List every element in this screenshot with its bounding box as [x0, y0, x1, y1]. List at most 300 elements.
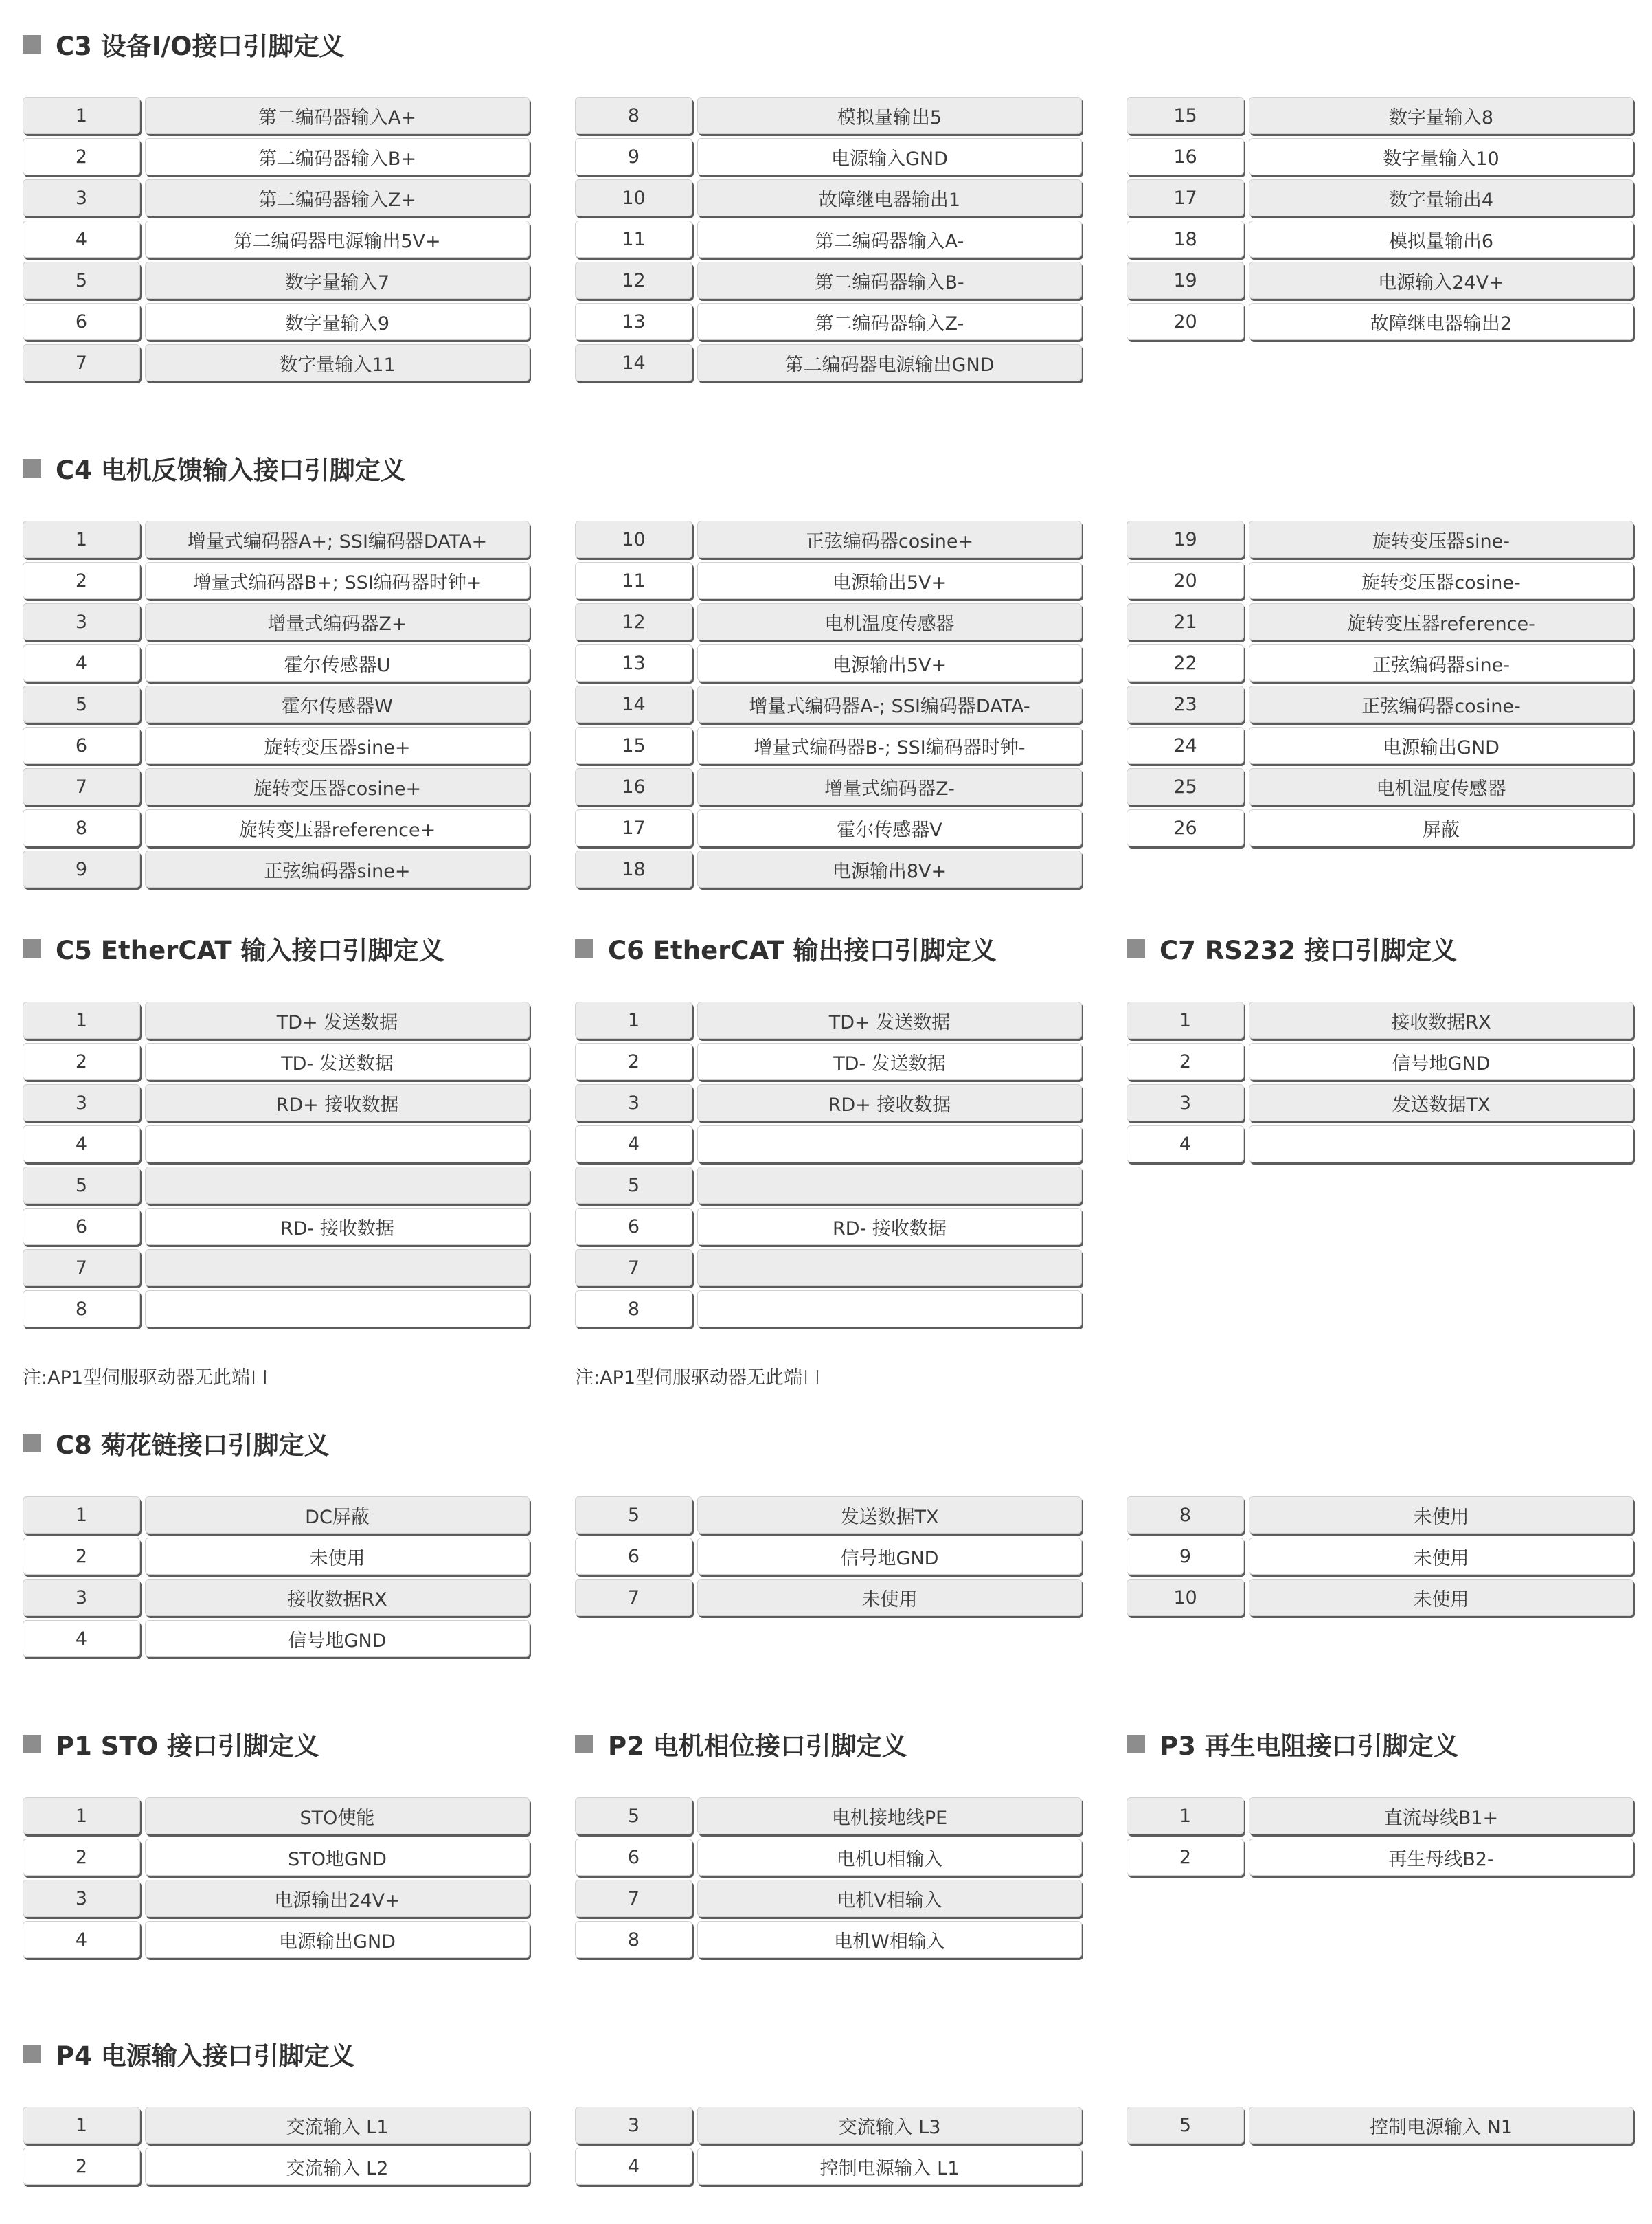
pin-number: 8: [23, 1290, 140, 1327]
pin-number: 21: [1127, 603, 1244, 640]
pin-number: 1: [1127, 1002, 1244, 1039]
pin-number: 14: [575, 344, 692, 381]
table-row: [23, 1921, 530, 1958]
pin-number: 13: [575, 303, 692, 340]
bullet-square-icon: [23, 1434, 41, 1452]
table-row: [575, 1538, 1082, 1575]
table-row: [575, 644, 1082, 682]
pin-number: 7: [575, 1249, 692, 1286]
pin-table-p4-col3: [1127, 2107, 1633, 2148]
table-row: [23, 644, 530, 682]
pin-function: 交流输入 L3: [697, 2107, 1082, 2144]
pin-function: TD+ 发送数据: [145, 1002, 530, 1039]
table-row: [23, 1797, 530, 1834]
pin-function: 电源输出GND: [145, 1921, 530, 1958]
pin-function: [145, 1249, 530, 1286]
table-row: [23, 2107, 530, 2144]
table-row: [23, 262, 530, 299]
pin-number: 3: [23, 1579, 140, 1616]
pin-table-c3-col1: [23, 97, 530, 385]
pin-number: 25: [1127, 768, 1244, 805]
table-row: [1127, 97, 1633, 134]
pin-number: 5: [575, 1496, 692, 1534]
pin-table-c8-col3: [1127, 1496, 1633, 1620]
pin-function: 电机V相输入: [697, 1880, 1082, 1917]
pin-number: 4: [23, 1921, 140, 1958]
pin-number: 3: [23, 603, 140, 640]
table-row: [23, 1084, 530, 1121]
pin-number: 19: [1127, 262, 1244, 299]
pin-function: 电源输出5V+: [697, 644, 1082, 682]
table-row: [1127, 1496, 1633, 1534]
pin-number: 1: [23, 2107, 140, 2144]
pin-function: [697, 1290, 1082, 1327]
table-row: [1127, 686, 1633, 723]
pin-function: 数字量输入11: [145, 344, 530, 381]
pin-function: 第二编码器输入B-: [697, 262, 1082, 299]
pin-function: 屏蔽: [1249, 809, 1633, 846]
pin-function: 电源输出5V+: [697, 562, 1082, 599]
pin-number: 6: [575, 1839, 692, 1876]
bullet-square-icon: [23, 459, 41, 478]
table-row: [1127, 138, 1633, 175]
section-title-c5: [23, 930, 444, 967]
pin-number: 17: [575, 809, 692, 846]
table-row: [575, 262, 1082, 299]
pin-number: 2: [1127, 1839, 1244, 1876]
pin-function: 旋转变压器cosine-: [1249, 562, 1633, 599]
table-row: [575, 521, 1082, 558]
table-row: [575, 1002, 1082, 1039]
section-title-text: P1 STO 接口引脚定义: [56, 1731, 319, 1761]
pin-number: 5: [575, 1797, 692, 1834]
table-row: [575, 138, 1082, 175]
pin-number: 10: [575, 521, 692, 558]
pin-number: 9: [1127, 1538, 1244, 1575]
pin-number: 10: [575, 179, 692, 216]
pin-number: 4: [23, 1125, 140, 1162]
pin-number: 6: [575, 1538, 692, 1575]
pin-table-p1: [23, 1797, 530, 1962]
pin-number: 7: [575, 1880, 692, 1917]
table-row: [1127, 603, 1633, 640]
pin-number: 1: [575, 1002, 692, 1039]
pin-function: 交流输入 L2: [145, 2148, 530, 2185]
pin-function: 正弦编码器sine+: [145, 851, 530, 888]
pin-function: 霍尔传感器W: [145, 686, 530, 723]
pin-number: 11: [575, 221, 692, 258]
pin-table-c3-col3: [1127, 97, 1633, 344]
pin-number: 18: [1127, 221, 1244, 258]
table-row: [1127, 1125, 1633, 1162]
pin-number: 3: [1127, 1084, 1244, 1121]
pin-function: TD- 发送数据: [145, 1043, 530, 1080]
pin-number: 19: [1127, 521, 1244, 558]
pin-function: 电机接地线PE: [697, 1797, 1082, 1834]
table-row: [575, 1880, 1082, 1917]
pin-number: 2: [23, 138, 140, 175]
pin-number: 2: [23, 562, 140, 599]
pin-function: TD+ 发送数据: [697, 1002, 1082, 1039]
pin-function: 发送数据TX: [1249, 1084, 1633, 1121]
pin-function: 电机温度传感器: [697, 603, 1082, 640]
pin-function: 霍尔传感器U: [145, 644, 530, 682]
pin-number: 26: [1127, 809, 1244, 846]
table-row: [23, 1880, 530, 1917]
pin-function: RD- 接收数据: [145, 1208, 530, 1245]
pin-number: 5: [1127, 2107, 1244, 2144]
pin-function: 数字量输入8: [1249, 97, 1633, 134]
table-row: [23, 1249, 530, 1286]
table-row: [575, 809, 1082, 846]
pin-table-c8-col2: [575, 1496, 1082, 1620]
pin-number: 6: [23, 303, 140, 340]
table-row: [1127, 179, 1633, 216]
table-row: [23, 1167, 530, 1204]
pin-number: 9: [23, 851, 140, 888]
pin-number: 3: [575, 2107, 692, 2144]
pin-number: 1: [23, 521, 140, 558]
pin-number: 8: [575, 1921, 692, 1958]
pin-number: 24: [1127, 727, 1244, 764]
pin-number: 6: [23, 727, 140, 764]
pin-table-c7: [1127, 1002, 1633, 1167]
pin-number: 7: [23, 1249, 140, 1286]
table-row: [575, 1797, 1082, 1834]
pin-number: 4: [1127, 1125, 1244, 1162]
pin-function: 电机W相输入: [697, 1921, 1082, 1958]
table-row: [575, 603, 1082, 640]
table-row: [23, 1620, 530, 1657]
pin-function: 正弦编码器sine-: [1249, 644, 1633, 682]
table-row: [23, 1208, 530, 1245]
bullet-square-icon: [23, 2045, 41, 2063]
pin-number: 1: [23, 1496, 140, 1534]
section-title-text: P2 电机相位接口引脚定义: [608, 1731, 907, 1761]
pin-number: 5: [575, 1167, 692, 1204]
pin-number: 7: [23, 768, 140, 805]
table-row: [1127, 2107, 1633, 2144]
pin-function: 电源输入GND: [697, 138, 1082, 175]
table-row: [575, 97, 1082, 134]
note-c5: 注:AP1型伺服驱动器无此端口: [23, 1367, 269, 1389]
pin-function: [145, 1125, 530, 1162]
pin-number: 2: [23, 1043, 140, 1080]
table-row: [1127, 221, 1633, 258]
table-row: [1127, 1002, 1633, 1039]
pin-function: 增量式编码器A+; SSI编码器DATA+: [145, 521, 530, 558]
pin-function: RD- 接收数据: [697, 1208, 1082, 1245]
table-row: [23, 686, 530, 723]
pin-function: [145, 1290, 530, 1327]
pin-function: 未使用: [145, 1538, 530, 1575]
pin-number: 20: [1127, 562, 1244, 599]
table-row: [1127, 809, 1633, 846]
pin-table-c3-col2: [575, 97, 1082, 385]
table-row: [575, 179, 1082, 216]
note-c6: 注:AP1型伺服驱动器无此端口: [575, 1367, 822, 1389]
pin-function: 第二编码器电源输出GND: [697, 344, 1082, 381]
pin-number: 9: [575, 138, 692, 175]
table-row: [1127, 1579, 1633, 1616]
section-title-text: C5 EtherCAT 输入接口引脚定义: [56, 936, 444, 965]
table-row: [575, 2148, 1082, 2185]
section-title-text: C7 RS232 接口引脚定义: [1159, 936, 1458, 965]
table-row: [1127, 727, 1633, 764]
pin-number: 1: [23, 1002, 140, 1039]
table-row: [1127, 303, 1633, 340]
bullet-square-icon: [575, 1735, 593, 1753]
pin-function: 旋转变压器cosine+: [145, 768, 530, 805]
table-row: [1127, 1043, 1633, 1080]
pin-function: 第二编码器输入Z+: [145, 179, 530, 216]
section-title-c8: [23, 1424, 330, 1461]
pin-function: DC屏蔽: [145, 1496, 530, 1534]
pin-function: 电源输出24V+: [145, 1880, 530, 1917]
table-row: [575, 727, 1082, 764]
table-row: [575, 1167, 1082, 1204]
table-row: [23, 809, 530, 846]
pin-number: 1: [23, 1797, 140, 1834]
table-row: [575, 1496, 1082, 1534]
section-title-c3: [23, 25, 345, 63]
table-row: [1127, 562, 1633, 599]
table-row: [23, 851, 530, 888]
table-row: [575, 1043, 1082, 1080]
table-row: [575, 1249, 1082, 1286]
pin-number: 15: [575, 727, 692, 764]
table-row: [1127, 1839, 1633, 1876]
pin-number: 15: [1127, 97, 1244, 134]
pin-function: 数字量输入9: [145, 303, 530, 340]
pin-table-c5: [23, 1002, 530, 1332]
pin-number: 3: [23, 179, 140, 216]
section-title-text: C8 菊花链接口引脚定义: [56, 1430, 330, 1460]
pin-function: 正弦编码器cosine-: [1249, 686, 1633, 723]
table-row: [23, 221, 530, 258]
pin-number: 13: [575, 644, 692, 682]
table-row: [23, 1002, 530, 1039]
pin-number: 4: [23, 221, 140, 258]
pin-function: [697, 1167, 1082, 1204]
section-title-p2: [575, 1725, 907, 1762]
pin-function: [697, 1125, 1082, 1162]
pin-function: 增量式编码器A-; SSI编码器DATA-: [697, 686, 1082, 723]
pin-number: 11: [575, 562, 692, 599]
table-row: [23, 768, 530, 805]
pin-function: 电源输出8V+: [697, 851, 1082, 888]
table-row: [575, 1208, 1082, 1245]
pin-function: 电源输出GND: [1249, 727, 1633, 764]
pin-function: 接收数据RX: [1249, 1002, 1633, 1039]
pin-number: 16: [575, 768, 692, 805]
pin-function: 信号地GND: [1249, 1043, 1633, 1080]
pin-number: 3: [23, 1880, 140, 1917]
pin-function: 未使用: [1249, 1538, 1633, 1575]
pin-number: 4: [23, 644, 140, 682]
pin-table-p4-col1: [23, 2107, 530, 2189]
pin-function: [697, 1249, 1082, 1286]
pin-number: 8: [23, 809, 140, 846]
section-title-p3: [1127, 1725, 1459, 1762]
pin-number: 3: [23, 1084, 140, 1121]
section-title-text: C4 电机反馈输入接口引脚定义: [56, 456, 406, 485]
pin-function: 发送数据TX: [697, 1496, 1082, 1534]
pin-function: 故障继电器输出2: [1249, 303, 1633, 340]
pin-function: TD- 发送数据: [697, 1043, 1082, 1080]
pin-function: 模拟量输出5: [697, 97, 1082, 134]
table-row: [23, 603, 530, 640]
pin-function: 再生母线B2-: [1249, 1839, 1633, 1876]
pin-number: 8: [575, 97, 692, 134]
pin-function: 电机U相输入: [697, 1839, 1082, 1876]
pin-number: 3: [575, 1084, 692, 1121]
table-row: [575, 344, 1082, 381]
pin-number: 6: [575, 1208, 692, 1245]
pin-function: 第二编码器输入A+: [145, 97, 530, 134]
pin-function: 正弦编码器cosine+: [697, 521, 1082, 558]
pin-number: 4: [575, 1125, 692, 1162]
section-title-c4: [23, 449, 406, 486]
table-row: [1127, 521, 1633, 558]
pin-function: [145, 1167, 530, 1204]
section-title-text: P3 再生电阻接口引脚定义: [1159, 1731, 1459, 1761]
pin-function: 电源输入24V+: [1249, 262, 1633, 299]
pin-function: 接收数据RX: [145, 1579, 530, 1616]
pin-function: 数字量输入7: [145, 262, 530, 299]
pin-function: 控制电源输入 L1: [697, 2148, 1082, 2185]
pin-number: 16: [1127, 138, 1244, 175]
pin-function: [1249, 1125, 1633, 1162]
bullet-square-icon: [23, 1735, 41, 1753]
pin-number: 23: [1127, 686, 1244, 723]
pin-number: 1: [23, 97, 140, 134]
table-row: [575, 562, 1082, 599]
pin-number: 4: [575, 2148, 692, 2185]
table-row: [1127, 644, 1633, 682]
table-row: [575, 303, 1082, 340]
table-row: [1127, 1797, 1633, 1834]
section-title-text: C3 设备I/O接口引脚定义: [56, 32, 345, 61]
pin-function: 数字量输入10: [1249, 138, 1633, 175]
bullet-square-icon: [1127, 1735, 1145, 1753]
pin-function: 增量式编码器Z-: [697, 768, 1082, 805]
pin-function: 故障继电器输出1: [697, 179, 1082, 216]
table-row: [575, 1839, 1082, 1876]
bullet-square-icon: [23, 35, 41, 54]
pin-function: 未使用: [1249, 1496, 1633, 1534]
table-row: [575, 1579, 1082, 1616]
section-title-p4: [23, 2035, 355, 2072]
section-title-text: C6 EtherCAT 输出接口引脚定义: [608, 936, 997, 965]
pin-function: 直流母线B1+: [1249, 1797, 1633, 1834]
table-row: [575, 1084, 1082, 1121]
pin-number: 2: [23, 1538, 140, 1575]
pin-function: 交流输入 L1: [145, 2107, 530, 2144]
pin-function: 增量式编码器Z+: [145, 603, 530, 640]
pin-table-p3: [1127, 1797, 1633, 1880]
pin-table-c8-col1: [23, 1496, 530, 1661]
table-row: [23, 562, 530, 599]
table-row: [23, 138, 530, 175]
pin-function: STO使能: [145, 1797, 530, 1834]
table-row: [23, 1839, 530, 1876]
pin-number: 2: [23, 1839, 140, 1876]
pin-number: 4: [23, 1620, 140, 1657]
pin-table-c6: [575, 1002, 1082, 1332]
section-title-p1: [23, 1725, 319, 1762]
table-row: [575, 851, 1082, 888]
table-row: [23, 2148, 530, 2185]
table-row: [575, 1921, 1082, 1958]
pin-number: 1: [1127, 1797, 1244, 1834]
pin-number: 5: [23, 686, 140, 723]
bullet-square-icon: [575, 939, 593, 958]
pin-function: RD+ 接收数据: [145, 1084, 530, 1121]
pin-function: 第二编码器电源输出5V+: [145, 221, 530, 258]
pin-function: 旋转变压器sine+: [145, 727, 530, 764]
pin-function: 模拟量输出6: [1249, 221, 1633, 258]
pin-number: 2: [1127, 1043, 1244, 1080]
bullet-square-icon: [1127, 939, 1145, 958]
pin-function: 未使用: [1249, 1579, 1633, 1616]
pin-function: 霍尔传感器V: [697, 809, 1082, 846]
pin-function: 电机温度传感器: [1249, 768, 1633, 805]
table-row: [23, 344, 530, 381]
pin-table-c4-col2: [575, 521, 1082, 892]
pin-function: 控制电源输入 N1: [1249, 2107, 1633, 2144]
pin-function: 信号地GND: [145, 1620, 530, 1657]
table-row: [23, 521, 530, 558]
table-row: [575, 1125, 1082, 1162]
section-title-c7: [1127, 930, 1457, 967]
pin-function: 旋转变压器reference+: [145, 809, 530, 846]
pin-function: 旋转变压器sine-: [1249, 521, 1633, 558]
pin-number: 7: [23, 344, 140, 381]
pin-function: 第二编码器输入Z-: [697, 303, 1082, 340]
pin-number: 2: [23, 2148, 140, 2185]
bullet-square-icon: [23, 939, 41, 958]
pin-number: 5: [23, 1167, 140, 1204]
table-row: [1127, 1084, 1633, 1121]
table-row: [23, 727, 530, 764]
table-row: [23, 1290, 530, 1327]
table-row: [1127, 768, 1633, 805]
pin-function: 旋转变压器reference-: [1249, 603, 1633, 640]
table-row: [23, 1125, 530, 1162]
pin-number: 6: [23, 1208, 140, 1245]
pin-number: 12: [575, 262, 692, 299]
pin-table-p4-col2: [575, 2107, 1082, 2189]
table-row: [23, 303, 530, 340]
pin-function: 数字量输出4: [1249, 179, 1633, 216]
pin-number: 7: [575, 1579, 692, 1616]
pin-number: 17: [1127, 179, 1244, 216]
pin-number: 14: [575, 686, 692, 723]
pin-function: 增量式编码器B+; SSI编码器时钟+: [145, 562, 530, 599]
pin-number: 12: [575, 603, 692, 640]
section-title-text: P4 电源输入接口引脚定义: [56, 2041, 355, 2071]
table-row: [23, 179, 530, 216]
pin-function: 未使用: [697, 1579, 1082, 1616]
pin-table-c4-col3: [1127, 521, 1633, 851]
pin-function: STO地GND: [145, 1839, 530, 1876]
pin-number: 8: [1127, 1496, 1244, 1534]
table-row: [23, 97, 530, 134]
table-row: [575, 768, 1082, 805]
pin-table-p2: [575, 1797, 1082, 1962]
table-row: [23, 1538, 530, 1575]
